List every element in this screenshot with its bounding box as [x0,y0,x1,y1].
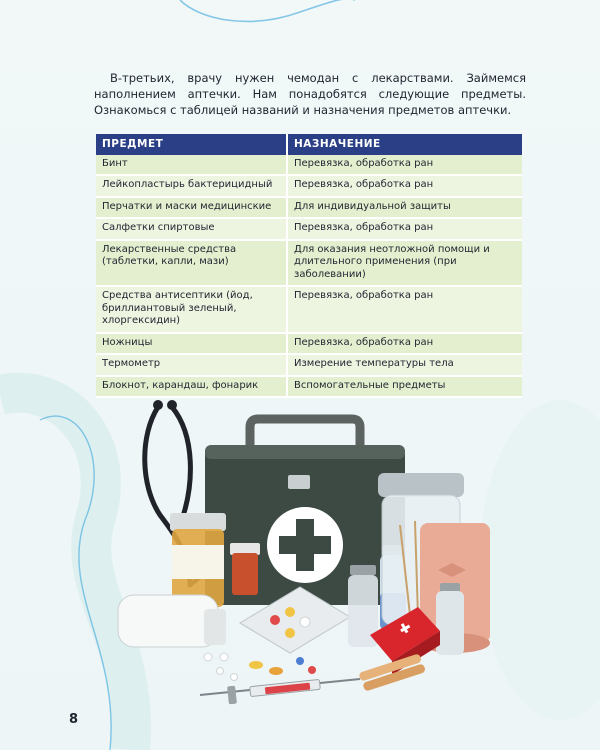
page-number: 8 [69,712,79,727]
first-aid-kit-table [96,134,522,398]
cell-item: Средства антисептики (йод, бриллиантовый зеленый, хлоргексидин) [96,286,287,333]
table-row [96,155,522,176]
cell-purpose: Вспомогательные предметы [287,376,522,398]
table-row [96,175,522,197]
table-row [96,354,522,376]
cell-purpose: Для индивидуальной защиты [287,197,522,219]
cell-purpose: Перевязка, обработка ран [287,155,522,176]
cell-purpose: Перевязка, обработка ран [287,218,522,240]
small-vial [436,583,464,655]
cell-item: Ножницы [96,333,287,355]
cell-item: Перчатки и маски медицинские [96,197,287,219]
cell-item: Блокнот, карандаш, фонарик [96,376,287,398]
white-bottle [118,595,228,661]
cell-purpose: Для оказания неотложной помощи и длительного применения (при заболевании) [287,240,522,287]
syringe-icon [200,679,360,704]
cell-item: Бинт [96,155,287,176]
cell-item: Термометр [96,354,287,376]
header-item: ПРЕДМЕТ [96,134,287,155]
cell-item: Салфетки спиртовые [96,218,287,240]
intro-paragraph: В-третьих, врачу нужен чемодан с лекарствами. Займемся наполнением аптечки. Нам понадобятся следующие предметы. Ознакомься с таблицей названий и назначения предметов аптечки. [94,71,526,117]
table-row [96,218,522,240]
cell-purpose: Перевязка, обработка ран [287,286,522,333]
cell-purpose: Измерение температуры тела [287,354,522,376]
medical-kit-illustration [100,395,510,710]
table-header-row [96,134,522,155]
cell-purpose: Перевязка, обработка ран [287,333,522,355]
cell-item: Лейкопластырь бактерицидный [96,175,287,197]
table-row [96,286,522,333]
table-row [96,197,522,219]
table-row [96,376,522,398]
table-row [96,333,522,355]
table-row [96,240,522,287]
cell-item: Лекарственные средства (таблетки, капли, мази) [96,240,287,287]
scattered-pills [217,657,317,681]
cell-purpose: Перевязка, обработка ран [287,175,522,197]
header-purpose: НАЗНАЧЕНИЕ [287,134,522,155]
